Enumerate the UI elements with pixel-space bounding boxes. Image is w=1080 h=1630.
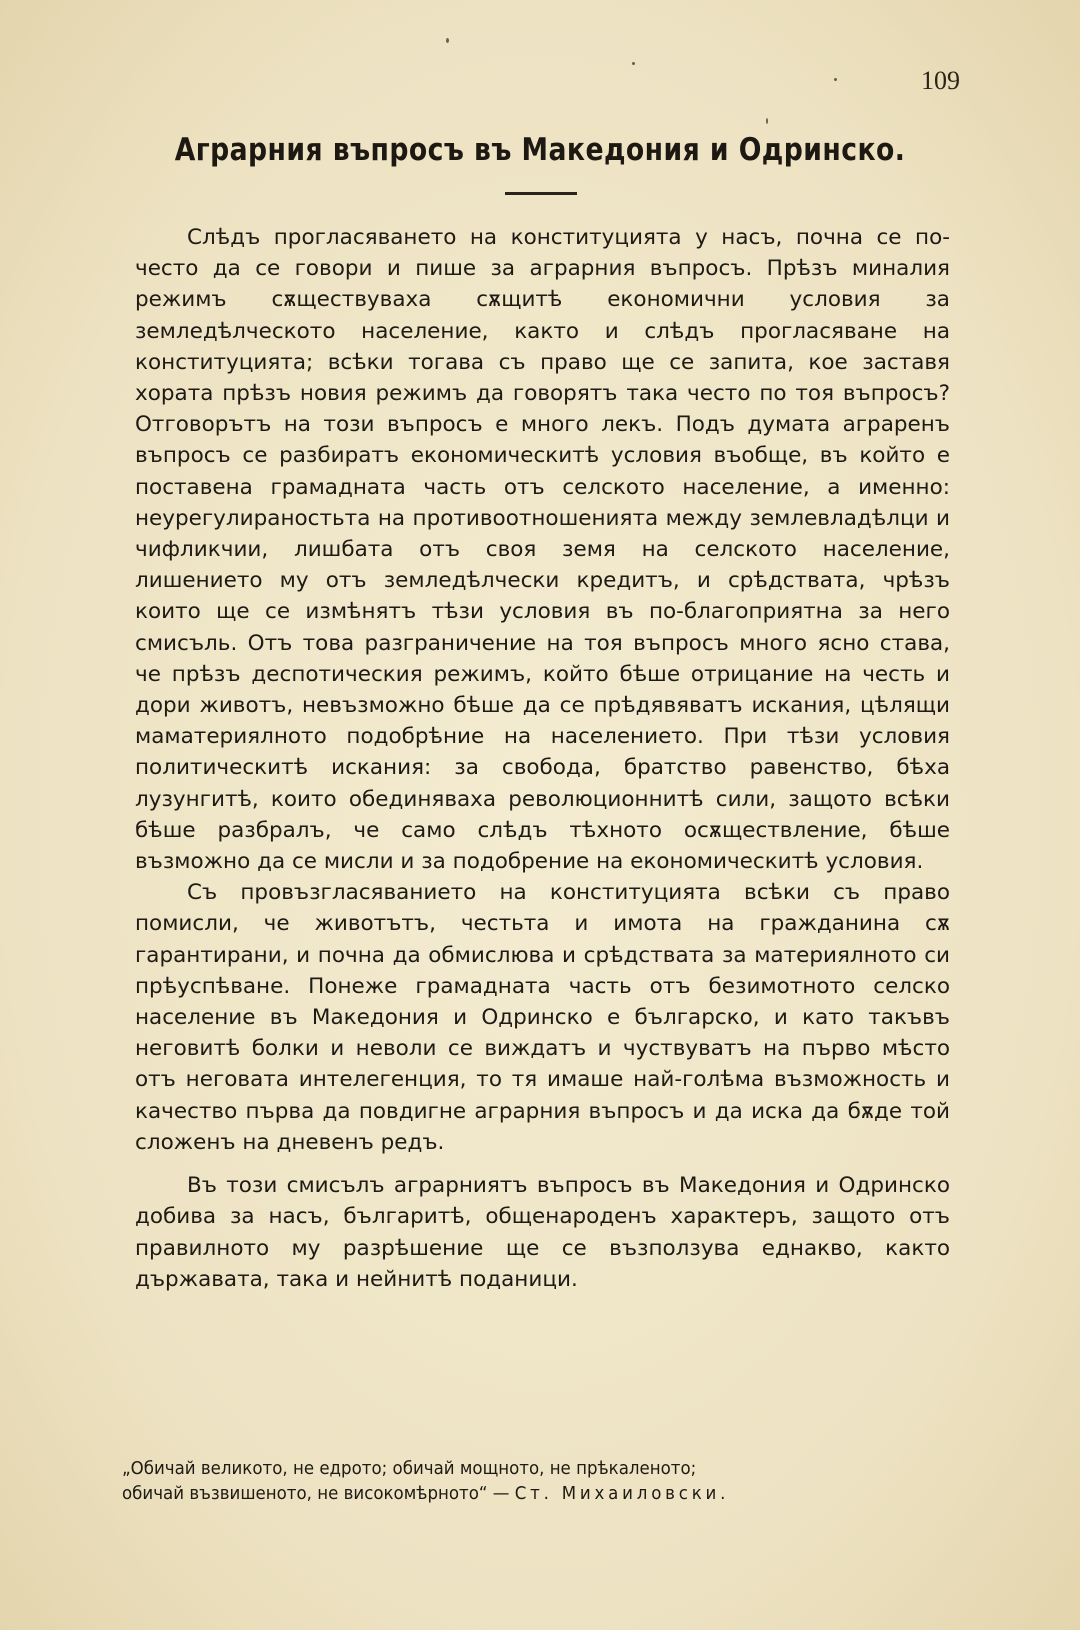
epigraph-quote-end: обичай възвишеното, не високомѣрното“ —: [122, 1484, 510, 1504]
paragraph: Въ този смисълъ аграрниятъ въпросъ въ Македония и Одринско добива за насъ, българитѣ, общенароденъ характеръ, защото отъ правилното му разрѣшение ще се възползува еднакво, както държавата, така и нейнитѣ поданици.: [135, 1173, 950, 1292]
page-title: Аграрния въпросъ въ Македония и Одринско.: [174, 132, 906, 168]
print-speck: [766, 118, 768, 124]
epigraph-line: „Обичай великото, не едрото; обичай мощното, не прѣкаленото;: [122, 1459, 697, 1479]
paragraph: Съ провъзгласяванието на конституцията всѣки съ право помисли, че животътъ, честьта и имота на гражданина сѫ гарантирани, и почна да обмислюва и срѣдствата за материялното си прѣуспѣване. Понеже грамадната часть отъ безимотното селско население въ Македония и Одринско е българско, и като такъвъ неговитѣ болки и неволи се виждатъ и чуствуватъ на първо мѣсто отъ неговата интелегенция, то тя имаше най-голѣма възможность и качество първа да повдигне аграрния въпросъ и да иска да бѫде той сложенъ на дневенъ редъ.: [135, 880, 950, 1155]
epigraph: [122, 1457, 901, 1507]
print-speck: [834, 78, 837, 81]
title-underline: [505, 192, 577, 195]
print-speck: [632, 62, 635, 65]
paragraph: Слѣдъ прогласяването на конституцията у насъ, почна се по-често да се говори и пише за аграрния въпросъ. Прѣзъ миналия режимъ сѫществуваха сѫщитѣ економични условия за земледѣлческото население, както и слѣдъ прогласяване на конституцията; всѣки тогава съ право ще се запита, кое заставя хората прѣзъ новия режимъ да говорятъ така често по тоя въпросъ? Отговорътъ на този въпросъ е много лекъ. Подъ думата аграренъ въпросъ се разбиратъ економическитѣ условия въобще, въ който е поставена грамадната часть отъ селското население, а именно: неурегулираностьта на противоотношенията между землевладѣлци и чифликчии, лишбата отъ своя земя на селското население, лишението му отъ земледѣлчески кредитъ, и срѣдствата, чрѣзъ които ще се измѣнятъ тѣзи условия въ по-благоприятна за него смисъль. Отъ това разграничение на тоя въпросъ много ясно става, че прѣзъ деспотическия режимъ, който бѣше отрицание на честь и дори животъ, невъзможно бѣше да се прѣдявяватъ искания, цѣлящи маматериялното подобрѣние на населението. При тѣзи условия политическитѣ искания: за свобода, братство равенство, бѣха лузунгитѣ, които обединяваха революционнитѣ сили, защото всѣки бѣше разбралъ, че само слѣдъ тѣхното осѫществление, бѣше възможно да се мисли и за подобрение на економическитѣ условия.: [135, 225, 950, 875]
page-number: 109: [921, 66, 960, 95]
epigraph-author: Ст. Михаиловски.: [514, 1484, 730, 1504]
epigraph-line: [122, 1482, 901, 1507]
print-speck: [446, 38, 449, 43]
article-body: [135, 222, 950, 1295]
